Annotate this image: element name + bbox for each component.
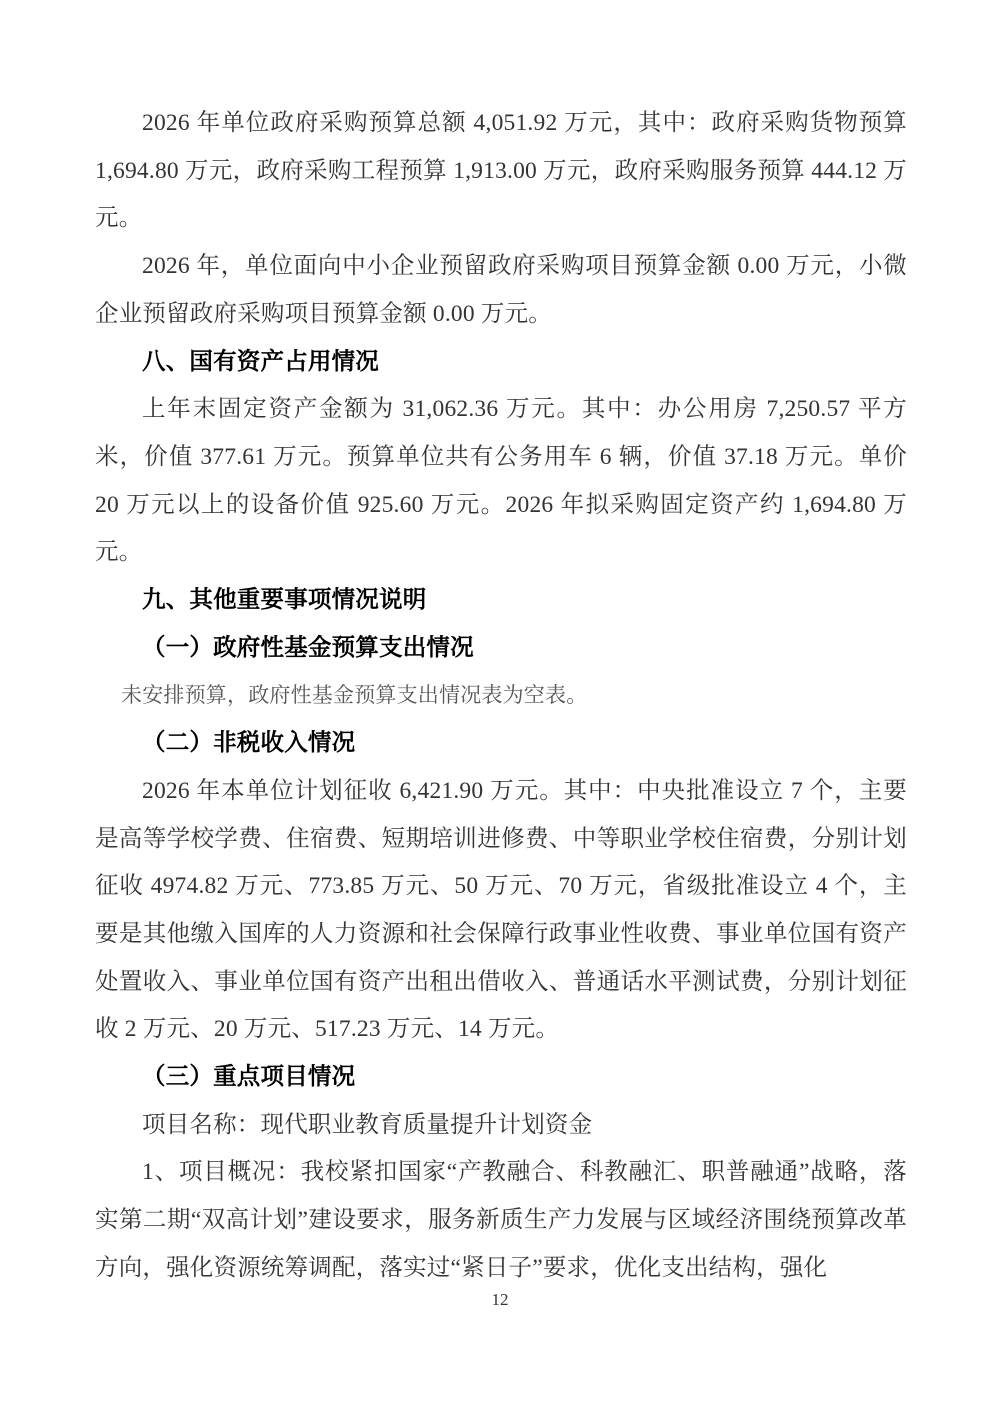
- paragraph-project-name: 项目名称：现代职业教育质量提升计划资金: [142, 1111, 593, 1138]
- paragraph-sme-reserved-procurement: 2026 年，单位面向中小企业预留政府采购项目预算金额 0.00 万元，小微企业预留政府采购项目预算金额 0.00 万元。: [95, 253, 907, 327]
- heading-9-2-non-tax-revenue: （二）非税收入情况: [142, 730, 356, 757]
- paragraph-government-procurement-total: 2026 年单位政府采购预算总额 4,051.92 万元，其中：政府采购货物预算 1,694.80 万元，政府采购工程预算 1,913.00 万元，政府采购服务预算 444.12 万元。: [95, 110, 907, 232]
- heading-section-8-state-assets: 八、国有资产占用情况: [142, 348, 379, 375]
- heading-9-3-key-projects: （三）重点项目情况: [142, 1064, 356, 1091]
- paragraph-no-budget-note: 未安排预算，政府性基金预算支出情况表为空表。: [121, 683, 588, 708]
- heading-9-1-gov-fund-budget: （一）政府性基金预算支出情况: [142, 634, 474, 661]
- paragraph-non-tax-revenue-detail: 2026 年本单位计划征收 6,421.90 万元。其中：中央批准设立 7 个，主要是高等学校学费、住宿费、短期培训进修费、中等职业学校住宿费，分别计划征收 4974.82 万元、773.85 万元、50 万元、70 万元，省级批准设立 4 个，主要是其他缴入国库的人力资源和社会保障行政事业性收费、事业单位国有资产处置收入、事业单位国有资产出租出借收入、普通话水平测试费，分别计划征收 2 万元、20 万元、517.23 万元、14 万元。: [95, 777, 907, 1043]
- paragraph-project-overview: 1、项目概况：我校紧扣国家“产教融合、科教融汇、职普融通”战略，落实第二期“双高计划”建设要求，服务新质生产力发展与区域经济围绕预算改革方向，强化资源统筹调配，落实过“紧日子”要求，优化支出结构，强化: [95, 1159, 907, 1281]
- paragraph-fixed-assets: 上年末固定资产金额为 31,062.36 万元。其中：办公用房 7,250.57 平方米，价值 377.61 万元。预算单位共有公务用车 6 辆，价值 37.18 万元。单价 20 万元以上的设备价值 925.60 万元。2026 年拟采购固定资产约 1,694.80 万元。: [95, 396, 907, 566]
- page-number: 12: [491, 1290, 509, 1309]
- heading-section-9-other-matters: 九、其他重要事项情况说明: [142, 587, 427, 614]
